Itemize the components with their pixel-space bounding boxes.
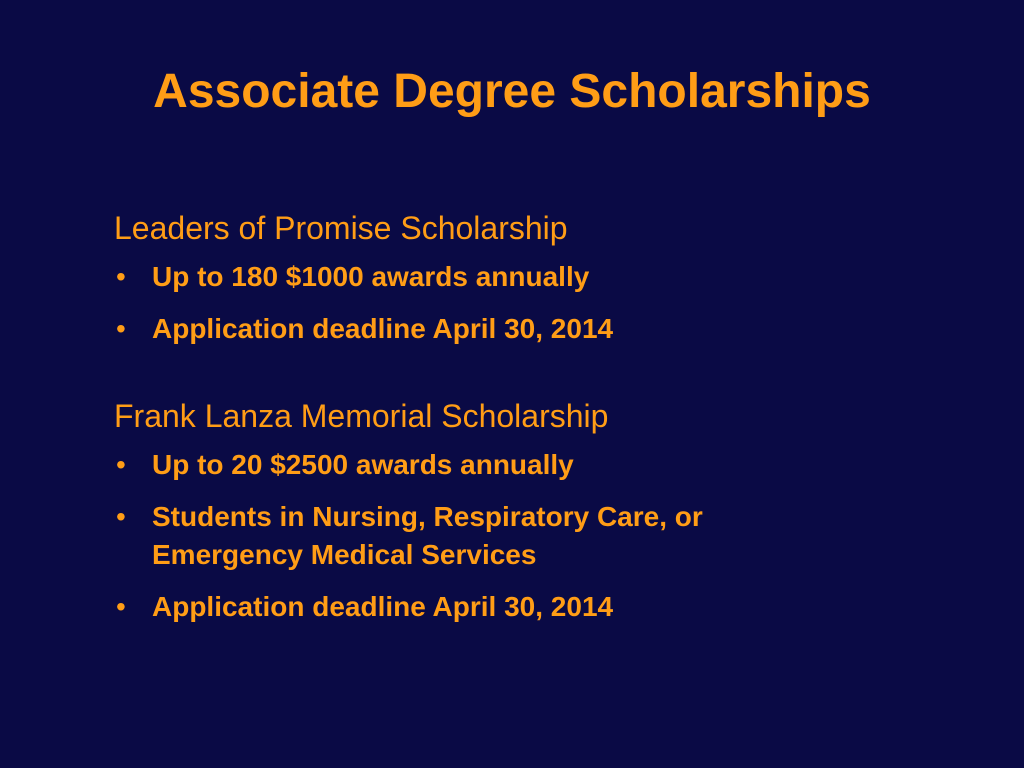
bullet-text: • Application deadline April 30, 2014 bbox=[152, 313, 614, 344]
section-heading: Frank Lanza Memorial Scholarship bbox=[114, 398, 609, 434]
bullet-text: • Up to 20 $2500 awards annually bbox=[152, 449, 574, 480]
bullet-item bbox=[114, 446, 934, 484]
bullet-list bbox=[114, 258, 934, 348]
bullet-text: • Students in Nursing, Respiratory Care, or Emergency Medical Services bbox=[152, 501, 703, 570]
section-frank-lanza bbox=[114, 394, 934, 626]
bullet-text: • Up to 180 $1000 awards annually bbox=[152, 261, 590, 292]
bullet-item bbox=[114, 498, 832, 574]
bullet-item bbox=[114, 258, 934, 296]
slide-title: Associate Degree Scholarships bbox=[153, 65, 871, 118]
bullet-item bbox=[114, 588, 934, 626]
section-leaders-of-promise bbox=[114, 206, 934, 348]
bullet-list bbox=[114, 446, 934, 626]
section-heading: Leaders of Promise Scholarship bbox=[114, 210, 568, 246]
slide-content bbox=[114, 206, 934, 640]
bullet-text: • Application deadline April 30, 2014 bbox=[152, 591, 614, 622]
bullet-item bbox=[114, 310, 934, 348]
